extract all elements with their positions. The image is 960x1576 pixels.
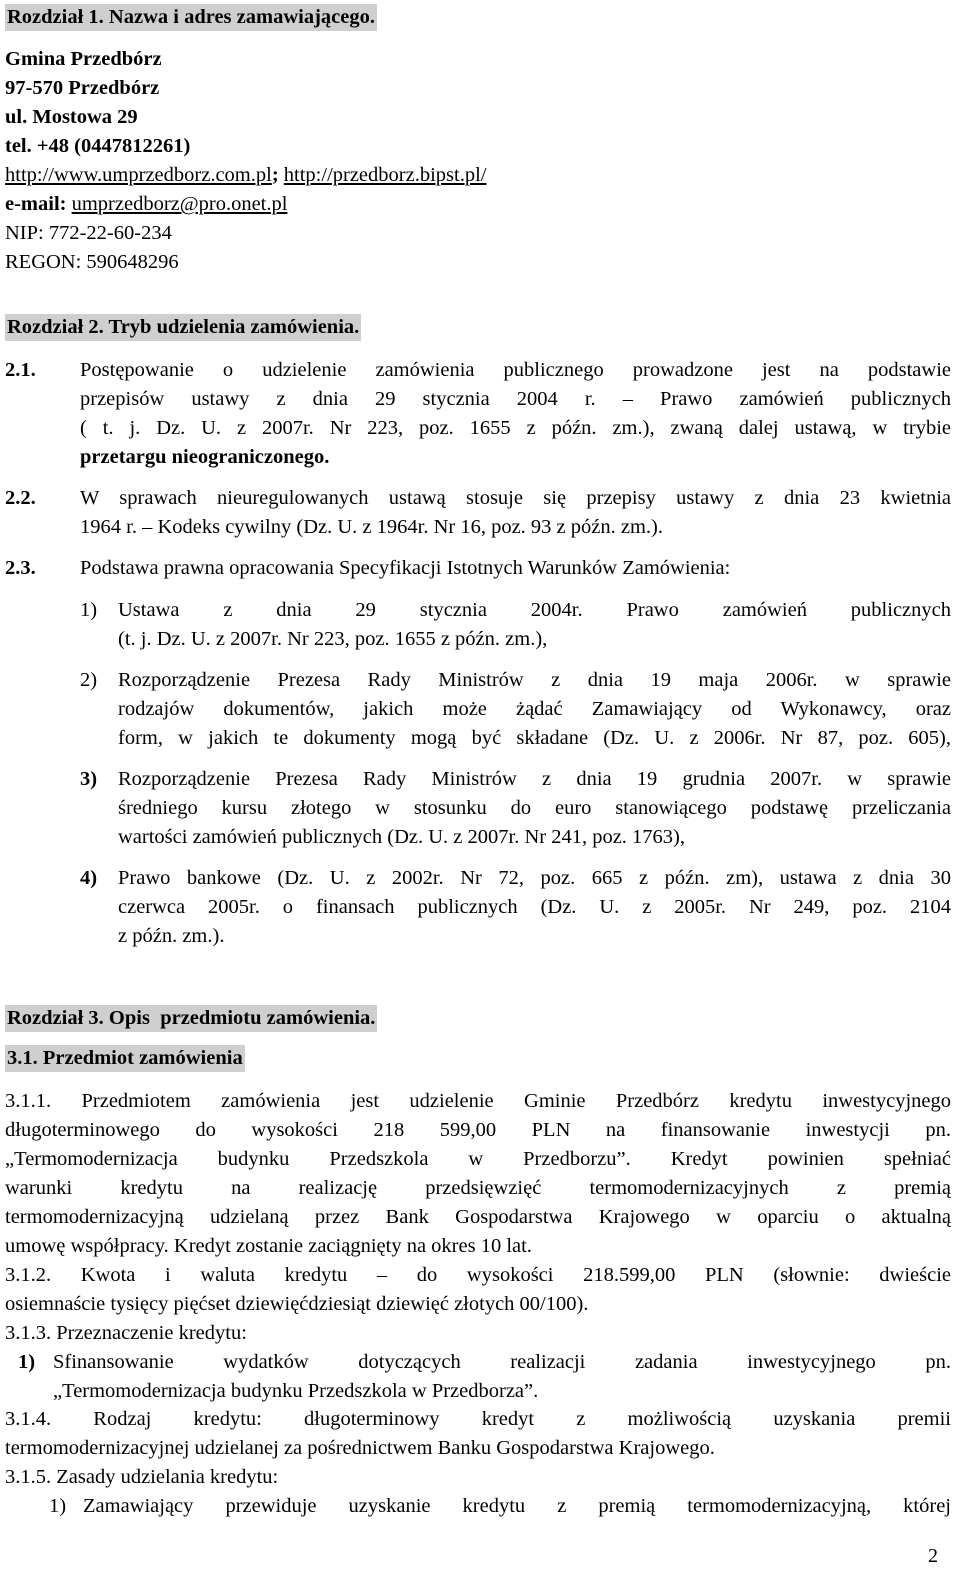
section-3-heading: Rozdział 3. Opis przedmiotu zamówienia. [5, 1005, 377, 1032]
item-line: z późn. zm.). [118, 925, 225, 947]
url-separator: ; [271, 164, 284, 186]
paragraph-2-1 [5, 356, 951, 472]
paragraph-line: osiemnaście tysięcy pięćset dziewięćdziesiąt dziewięć złotych 00/100). [5, 1293, 589, 1315]
address-line: Gmina Przedbórz [5, 48, 162, 70]
paragraph-line: 3.1.3. Przeznaczenie kredytu: [5, 1322, 247, 1344]
paragraph-line: Postępowanie o udzielenie zamówienia publicznego prowadzone jest na podstawie [80, 359, 951, 381]
address-line: 97-570 Przedbórz [5, 77, 160, 99]
address-line: tel. +48 (0447812261) [5, 135, 191, 157]
item-number: 2) [80, 669, 98, 691]
item-line: Ustawa z dnia 29 stycznia 2004r. Prawo zamówień publicznych [118, 599, 951, 621]
paragraph-number: 2.3. [5, 557, 36, 579]
section-1 [5, 4, 951, 31]
legal-item [5, 666, 951, 753]
paragraph-2-3 [5, 554, 951, 583]
paragraph-line: 3.1.2. Kwota i waluta kredytu – do wysokości 218.599,00 PLN (słownie: dwieście [5, 1264, 951, 1286]
item-line: „Termomodernizacja budynku Przedszkola w Przedborza”. [53, 1380, 539, 1402]
paragraph-number: 2.2. [5, 487, 36, 509]
item-line: Rozporządzenie Prezesa Rady Ministrów z dnia 19 maja 2006r. w sprawie [118, 669, 951, 691]
item-line: form, w jakich te dokumenty mogą być składane (Dz. U. z 2006r. Nr 87, poz. 605), [118, 727, 951, 749]
paragraph-line: 1964 r. – Kodeks cywilny (Dz. U. z 1964r. Nr 16, poz. 93 z późn. zm.). [80, 516, 663, 538]
paragraph-line: umowę współpracy. Kredyt zostanie zaciągnięty na okres 10 lat. [5, 1235, 532, 1257]
paragraph-line: 3.1.4. Rodzaj kredytu: długoterminowy kredyt z możliwością uzyskania premii [5, 1408, 951, 1430]
item-number: 4) [80, 867, 98, 889]
paragraph-line: 3.1.5. Zasady udzielania kredytu: [5, 1466, 279, 1488]
paragraph-line: długoterminowego do wysokości 218 599,00 PLN na finansowanie inwestycji pn. [5, 1119, 951, 1141]
subsection-3-1-heading: 3.1. Przedmiot zamówienia [5, 1045, 245, 1072]
item-number: 1) [18, 1351, 36, 1373]
item-line: Sfinansowanie wydatków dotyczących realizacji zadania inwestycyjnego pn. [53, 1351, 951, 1373]
regon-line: REGON: 590648296 [5, 251, 179, 273]
paragraph-line: 3.1.1. Przedmiotem zamówienia jest udzielenie Gminie Przedbórz kredytu inwestycyjnego [5, 1090, 951, 1112]
email-link[interactable]: umprzedborz@pro.onet.pl [71, 193, 288, 215]
paragraph-line: ( t. j. Dz. U. z 2007r. Nr 223, poz. 1655 z późn. zm.), zwaną dalej ustawą, w trybie [80, 417, 951, 439]
paragraph-line: przepisów ustawy z dnia 29 stycznia 2004 r. – Prawo zamówień publicznych [80, 388, 951, 410]
purpose-item [5, 1348, 951, 1406]
address-block [5, 45, 951, 277]
nip-line: NIP: 772-22-60-234 [5, 222, 172, 244]
urls-line [5, 161, 951, 190]
paragraph-3-1-4 [5, 1405, 951, 1492]
section-2-heading: Rozdział 2. Tryb udzielenia zamówienia. [5, 314, 361, 341]
paragraph-line: termomodernizacyjnej udzielanej za pośrednictwem Banku Gospodarstwa Krajowego. [5, 1437, 715, 1459]
paragraph-2-2 [5, 484, 951, 542]
item-line: rodzajów dokumentów, jakich może żądać Zamawiający od Wykonawcy, oraz [118, 698, 951, 720]
rules-item [5, 1492, 951, 1521]
section-3 [5, 1005, 951, 1032]
item-number: 1) [49, 1495, 67, 1517]
paragraph-number: 2.1. [5, 359, 36, 381]
bip-link[interactable]: http://przedborz.bipst.pl/ [283, 164, 487, 186]
paragraph-3-1-1 [5, 1087, 951, 1348]
item-line: wartości zamówień publicznych (Dz. U. z 2007r. Nr 241, poz. 1763), [118, 826, 686, 848]
item-number: 3) [80, 768, 98, 790]
website-link[interactable]: http://www.umprzedborz.com.pl [5, 164, 272, 186]
paragraph-line: warunki kredytu na realizację przedsięwzięć termomodernizacyjnych z premią [5, 1177, 951, 1199]
item-line: średniego kursu złotego w stosunku do euro stanowiącego podstawę przeliczania [118, 797, 951, 819]
item-line: Rozporządzenie Prezesa Rady Ministrów z dnia 19 grudnia 2007r. w sprawie [118, 768, 951, 790]
paragraph-line: W sprawach nieuregulowanych ustawą stosuje się przepisy ustawy z dnia 23 kwietnia [80, 487, 951, 509]
subsection-3-1 [5, 1045, 951, 1072]
paragraph-line: „Termomodernizacja budynku Przedszkola w Przedborzu”. Kredyt powinien spełniać [5, 1148, 951, 1170]
legal-item [5, 765, 951, 852]
paragraph-line: termomodernizacyjną udzielaną przez Bank Gospodarstwa Krajowego w oparciu o aktualną [5, 1206, 951, 1228]
paragraph-line: przetargu nieograniczonego. [80, 446, 330, 468]
email-line [5, 190, 951, 219]
section-1-heading: Rozdział 1. Nazwa i adres zamawiającego. [5, 4, 377, 31]
item-line: Prawo bankowe (Dz. U. z 2002r. Nr 72, poz. 665 z późn. zm), ustawa z dnia 30 [118, 867, 951, 889]
address-line: ul. Mostowa 29 [5, 106, 138, 128]
paragraph-line: Podstawa prawna opracowania Specyfikacji Istotnych Warunków Zamówienia: [80, 557, 731, 579]
item-number: 1) [80, 599, 98, 621]
item-line: Zamawiający przewiduje uzyskanie kredytu z premią termomodernizacyjną, której [83, 1495, 951, 1517]
item-line: (t. j. Dz. U. z 2007r. Nr 223, poz. 1655 z późn. zm.), [118, 628, 548, 650]
page-number: 2 [928, 1545, 938, 1567]
email-label: e-mail: [5, 193, 72, 215]
item-line: czerwca 2005r. o finansach publicznych (Dz. U. z 2005r. Nr 249, poz. 2104 [118, 896, 951, 918]
section-2 [5, 314, 951, 341]
legal-item [5, 864, 951, 951]
legal-item [5, 596, 951, 654]
